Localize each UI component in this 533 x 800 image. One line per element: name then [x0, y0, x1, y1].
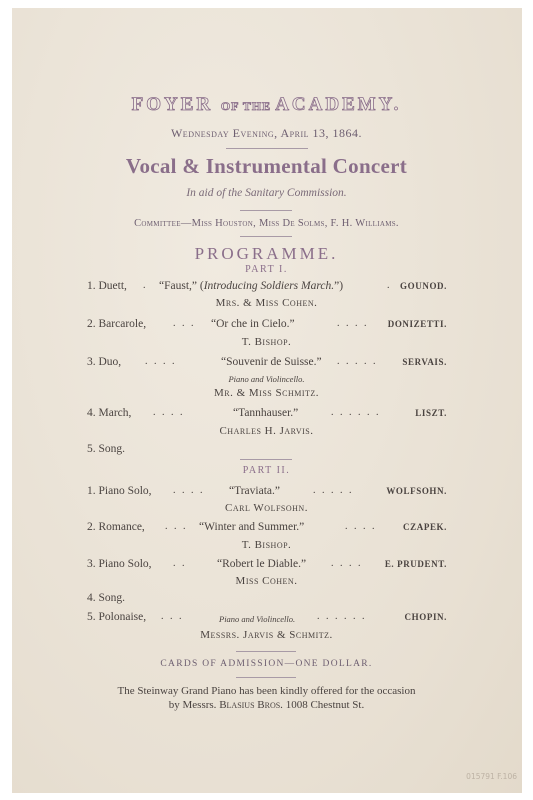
leader-dots: . . . .	[331, 558, 363, 569]
item-instrumentation: Piano and Violincello.	[219, 614, 296, 624]
leader-dots: . . .	[165, 521, 188, 532]
divider	[236, 677, 296, 678]
leader-dots: . . . . .	[337, 356, 378, 367]
item-composer: LISZT.	[415, 408, 447, 418]
piano-credit-line-2: by Messrs. Blasius Bros. 1008 Chestnut St.	[168, 699, 365, 711]
leader-dots: . . . . . .	[331, 407, 381, 418]
divider	[240, 459, 292, 460]
programme-item	[87, 592, 447, 608]
programme-item	[87, 485, 447, 501]
leader-dots: . . . .	[337, 318, 369, 329]
programme-title: PROGRAMME.	[194, 244, 339, 263]
item-performer: T. Bishop.	[241, 539, 292, 551]
divider	[236, 651, 296, 652]
leader-dots: . . .	[161, 611, 184, 622]
programme-item	[87, 611, 447, 627]
item-form: 5. Polonaise,	[87, 611, 147, 623]
leader-dots: . . . .	[153, 407, 185, 418]
programme-item	[87, 318, 447, 334]
item-piece: “Tannhauser.”	[233, 407, 299, 419]
programme-item	[87, 443, 447, 459]
item-composer: DONIZETTI.	[387, 319, 447, 329]
venue-heading	[0, 94, 533, 116]
programme-item	[87, 280, 447, 296]
item-form: 1. Piano Solo,	[87, 485, 152, 497]
heading-part: FOYER	[131, 94, 221, 115]
leader-dots: . . . . . .	[317, 611, 367, 622]
item-performer: Miss Cohen.	[235, 575, 298, 587]
leader-dots: . . . . .	[313, 485, 354, 496]
item-composer: CZAPEK.	[403, 522, 447, 532]
item-form: 1. Duett,	[87, 280, 127, 292]
item-piece: “Souvenir de Suisse.”	[221, 356, 322, 368]
item-piece: “Faust,” (Introducing Soldiers March.”)	[159, 280, 344, 292]
leader-dots: . . . .	[173, 485, 205, 496]
catalog-number: 015791 F.106	[466, 772, 517, 781]
programme-item	[87, 558, 447, 574]
heading-the: THE	[239, 99, 276, 113]
leader-dots: . . .	[173, 318, 196, 329]
item-performer: Mr. & Miss Schmitz.	[213, 387, 320, 399]
concert-title: Vocal & Instrumental Concert	[125, 154, 408, 178]
leader-dots: . . . .	[145, 356, 177, 367]
item-form: 3. Piano Solo,	[87, 558, 152, 570]
item-composer: SERVAIS.	[402, 357, 447, 367]
item-piece: “Winter and Summer.”	[199, 521, 305, 533]
item-form: 2. Romance,	[87, 521, 145, 533]
item-composer: E. PRUDENT.	[384, 559, 447, 569]
leader-dots: .	[387, 280, 392, 291]
admission-notice: CARDS OF ADMISSION—ONE DOLLAR.	[160, 659, 373, 669]
programme-item	[87, 356, 447, 372]
item-performer: Carl Wolfsohn.	[225, 502, 308, 514]
part-two-label: PART II.	[242, 465, 291, 476]
item-form: 4. Song.	[87, 592, 126, 604]
item-instrumentation: Piano and Violincello.	[228, 374, 305, 384]
item-composer: GOUNOD.	[400, 281, 447, 291]
item-performer: Charles H. Jarvis.	[219, 425, 314, 437]
leader-dots: . .	[173, 558, 187, 569]
event-date	[0, 126, 533, 141]
item-composer: WOLFSOHN.	[386, 486, 447, 496]
item-piece: “Or che in Cielo.”	[211, 318, 295, 330]
aid-line: In aid of the Sanitary Commission.	[186, 187, 347, 199]
item-composer: CHOPIN.	[404, 612, 447, 622]
committee-line: Committee—Miss Houston, Miss De Solms, F. H. Williams.	[134, 218, 399, 229]
item-piece: “Robert le Diable.”	[217, 558, 307, 570]
divider	[226, 148, 308, 149]
item-performer: Messrs. Jarvis & Schmitz.	[200, 629, 333, 641]
heading-of: OF	[220, 99, 240, 113]
item-piece: “Traviata.”	[229, 485, 280, 497]
item-form: 5. Song.	[87, 443, 126, 455]
divider	[240, 236, 292, 237]
divider	[240, 210, 292, 211]
item-form: 2. Barcarole,	[87, 318, 147, 330]
event-date-text: Wednesday Evening, April 13, 1864.	[170, 126, 363, 140]
heading-academy: ACADEMY.	[275, 94, 402, 115]
item-performer: Mrs. & Miss Cohen.	[215, 297, 318, 309]
piano-credit-line-1: The Steinway Grand Piano has been kindly offered for the occasion	[117, 685, 416, 697]
item-performer: T. Bishop.	[241, 336, 292, 348]
leader-dots: . . . .	[345, 521, 377, 532]
item-form: 4. March,	[87, 407, 132, 419]
programme-item	[87, 521, 447, 537]
leader-dots: .	[143, 280, 148, 291]
part-one-label: PART I.	[245, 264, 288, 275]
programme-item	[87, 407, 447, 423]
item-form: 3. Duo,	[87, 356, 122, 368]
